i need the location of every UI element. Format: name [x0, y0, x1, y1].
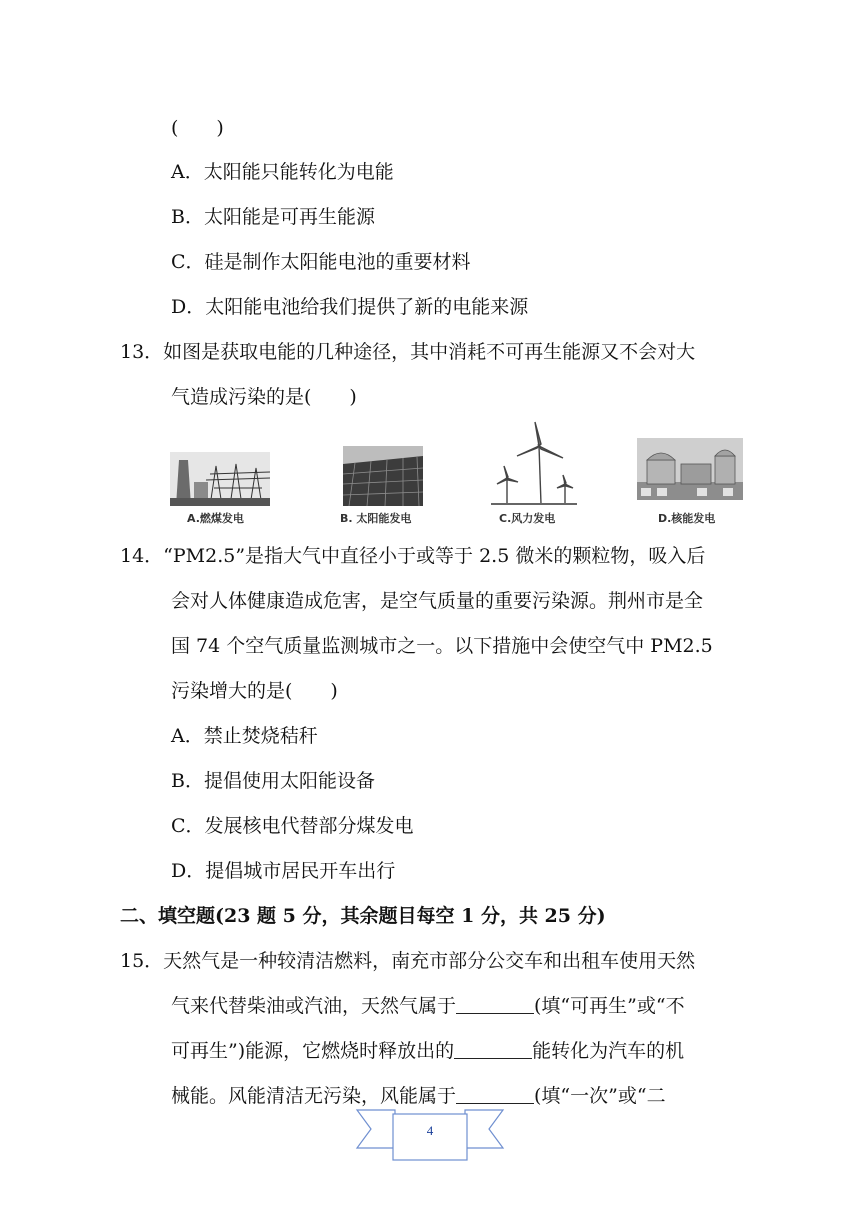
q14-option-b: B．提倡使用太阳能设备	[171, 770, 375, 792]
q13-stem-line2: 气造成污染的是( )	[171, 386, 357, 408]
wind-turbine-image	[491, 420, 577, 506]
q15-text-2b: (填“可再生”或“不	[534, 995, 685, 1017]
q14-stem-line1: 14．“PM2.5”是指大气中直径小于或等于 2.5 微米的颗粒物，吸入后	[120, 545, 706, 567]
q15-blank-3[interactable]	[456, 1085, 534, 1104]
coal-power-plant-image	[170, 452, 270, 506]
q14-stem-line4: 污染增大的是( )	[171, 680, 338, 702]
q15-text-4b: (填“一次”或“二	[534, 1085, 666, 1107]
nuclear-plant-image	[637, 438, 743, 500]
solar-panel-image	[343, 446, 423, 506]
q13-figure	[165, 420, 755, 530]
caption-c: C.风力发电	[499, 512, 556, 525]
q15-stem-line1: 15．天然气是一种较清洁燃料，南充市部分公交车和出租车使用天然	[120, 950, 696, 972]
q15-text-2a: 气来代替柴油或汽油，天然气属于	[171, 995, 457, 1017]
page-number: 4	[426, 1123, 434, 1138]
q12-option-d: D．太阳能电池给我们提供了新的电能来源	[171, 296, 529, 318]
q12-option-a: A．太阳能只能转化为电能	[171, 161, 394, 183]
q15-stem-line3	[171, 1039, 684, 1063]
q12-bracket: ( )	[171, 117, 224, 139]
q12-option-b: B．太阳能是可再生能源	[171, 206, 375, 228]
q14-option-a: A．禁止焚烧秸秆	[171, 725, 318, 747]
q14-stem-line3: 国 74 个空气质量监测城市之一。以下措施中会使空气中 PM2.5	[171, 635, 713, 657]
caption-d: D.核能发电	[658, 512, 716, 525]
q14-option-d: D．提倡城市居民开车出行	[171, 860, 396, 882]
q12-option-c: C．硅是制作太阳能电池的重要材料	[171, 251, 471, 273]
q14-stem-line2: 会对人体健康造成危害，是空气质量的重要污染源。荆州市是全	[171, 590, 704, 612]
caption-a: A.燃煤发电	[187, 512, 244, 525]
q13-stem-line1: 13．如图是获取电能的几种途径，其中消耗不可再生能源又不会对大	[120, 341, 696, 363]
q15-text-3b: 能转化为汽车的机	[532, 1040, 685, 1062]
section-title-fill-in: 二、填空题(23 题 5 分，其余题目每空 1 分，共 25 分)	[120, 905, 606, 927]
q14-option-c: C．发展核电代替部分煤发电	[171, 815, 414, 837]
q15-blank-1[interactable]	[456, 995, 534, 1014]
caption-b: B. 太阳能发电	[340, 512, 412, 525]
q15-blank-2[interactable]	[454, 1040, 532, 1059]
q15-text-4a: 械能。风能清洁无污染，风能属于	[171, 1085, 457, 1107]
q15-text-3a: 可再生”)能源，它燃烧时释放出的	[171, 1040, 455, 1062]
q15-stem-line2	[171, 994, 685, 1018]
